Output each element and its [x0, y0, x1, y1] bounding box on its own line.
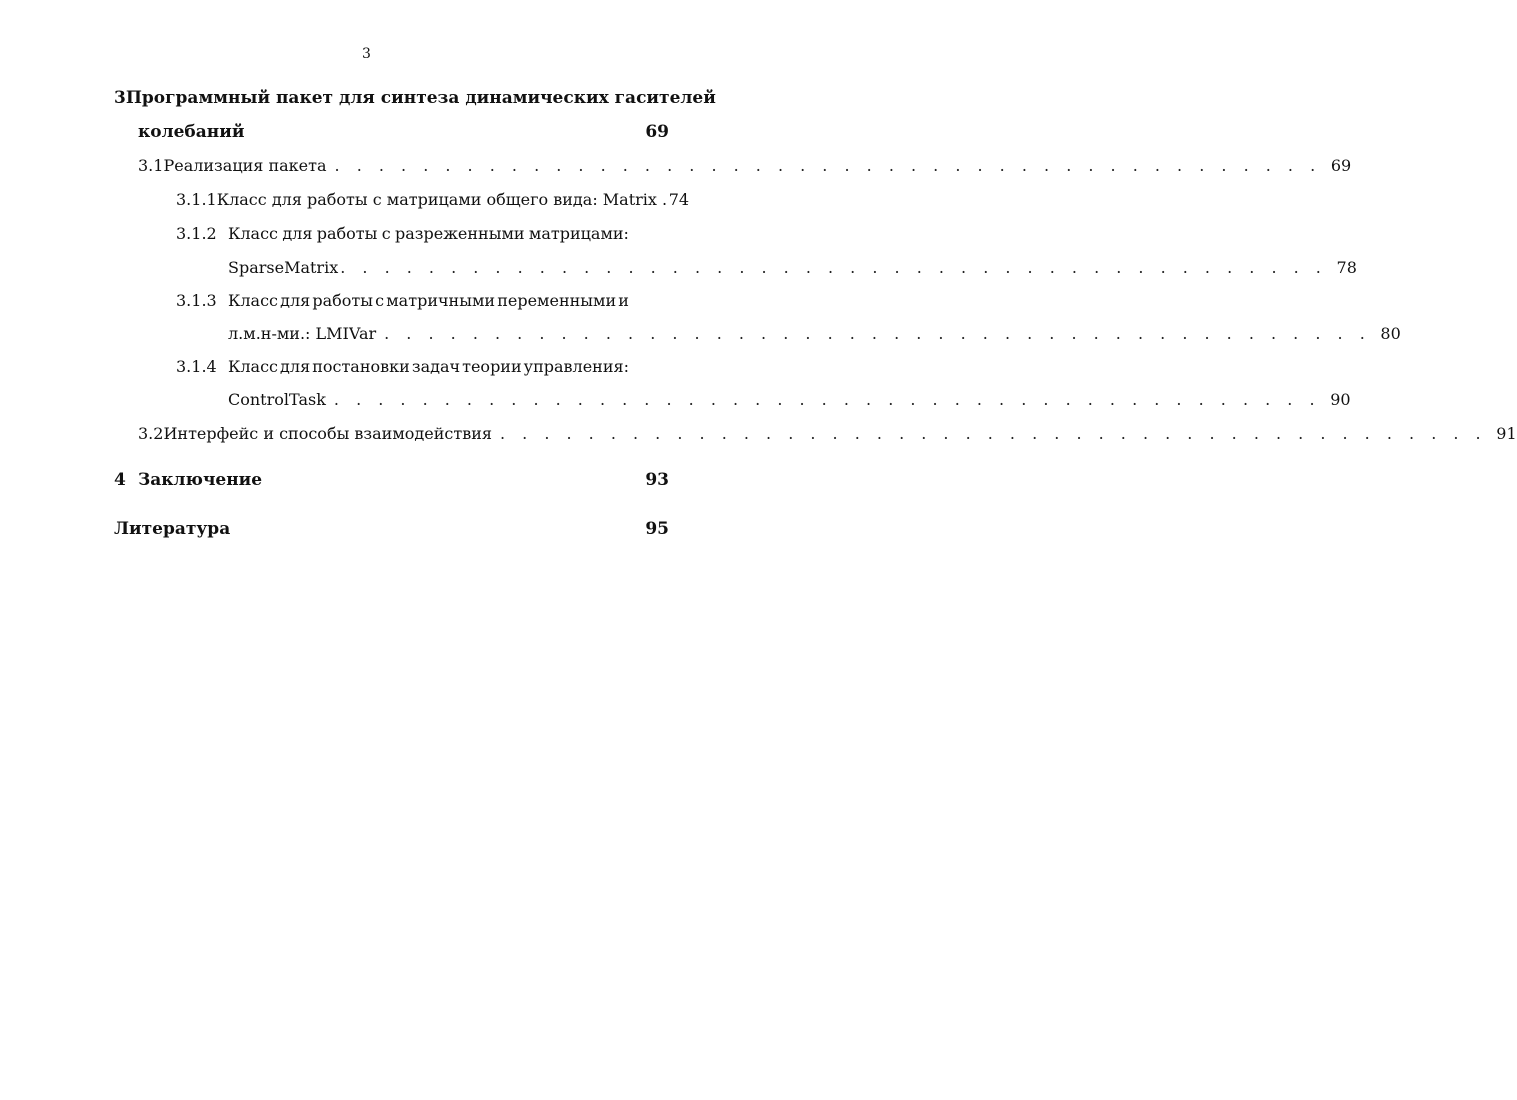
title-word: для: [280, 357, 311, 376]
toc-number: 4: [114, 470, 126, 490]
title-word: теории: [462, 357, 522, 376]
leader-dots: . . . . . . . . . . . . . . . . . . . . . . . . . . . . . . . . . . . . . . . . . . . . .: [384, 324, 1371, 343]
title-word: постановки: [312, 357, 410, 376]
toc-bibliography: [114, 519, 669, 539]
toc-title: [228, 224, 629, 243]
toc-subsection-3-1-4-line1: [176, 357, 629, 376]
toc-page: 69: [645, 122, 669, 142]
toc-number: 3.1: [138, 156, 164, 175]
title-word: Класс: [228, 357, 279, 376]
toc-title-cont: ControlTask: [228, 390, 326, 409]
toc-section-3-2: [138, 424, 1517, 443]
toc-subsection-3-1-4-line2: [228, 390, 1351, 409]
title-word: разреженными: [394, 224, 525, 243]
title-word: работы: [312, 291, 374, 310]
toc-title: Класс для работы с матрицами общего вида: Matrix .: [216, 190, 668, 209]
toc-page: 69: [1330, 156, 1352, 175]
leader-dots: . . . . . . . . . . . . . . . . . . . . . . . . . . . . . . . . . . . . . . . . . . . . .: [499, 424, 1487, 443]
title-word: для: [282, 224, 313, 243]
leader-dots: . . . . . . . . . . . . . . . . . . . . . . . . . . . . . . . . . . . . . . . . . . . . .: [334, 156, 1322, 175]
toc-subsection-3-1-3-line2: [228, 324, 1401, 343]
title-word: для: [280, 291, 311, 310]
toc-subsection-3-1-2-line1: [176, 224, 629, 243]
toc-section-3-1: [138, 156, 1352, 175]
toc-subsection-3-1-2-line2: [228, 258, 1357, 277]
title-word: переменными: [497, 291, 617, 310]
toc-page: 91: [1496, 424, 1517, 443]
toc-title: Реализация пакета: [163, 156, 327, 175]
title-word: управления:: [523, 357, 629, 376]
toc-number: 3.1.1: [176, 190, 217, 209]
toc-number: 3: [114, 88, 126, 108]
toc-chapter-4: [114, 470, 669, 490]
toc-page: 93: [645, 470, 669, 490]
toc-chapter-3-line1: [114, 88, 716, 108]
title-word: Класс: [228, 291, 279, 310]
toc-page: 78: [1336, 258, 1357, 277]
title-word: матрицами:: [528, 224, 629, 243]
toc-page: 90: [1330, 390, 1351, 409]
title-word: с: [375, 291, 385, 310]
toc-title: Заключение: [138, 470, 263, 490]
toc-title: [228, 291, 629, 310]
toc-number: 3.1.4: [176, 357, 217, 376]
toc-title: Интерфейс и способы взаимодействия: [163, 424, 492, 443]
leader-dots: . . . . . . . . . . . . . . . . . . . . . . . . . . . . . . . . . . . . . . . . . . . . .: [340, 258, 1327, 277]
title-word: с: [381, 224, 391, 243]
title-word: задач: [411, 357, 461, 376]
title-word: матричными: [386, 291, 496, 310]
toc-title-cont: SparseMatrix: [228, 258, 339, 277]
toc-page: 95: [645, 519, 669, 539]
title-word: и: [618, 291, 629, 310]
toc-title-cont: л.м.н-ми.: LMIVar: [228, 324, 377, 343]
toc-number: 3.2: [138, 424, 164, 443]
page-number: 3: [362, 46, 371, 62]
toc-number: 3.1.3: [176, 291, 217, 310]
toc-title: Литература: [114, 519, 231, 539]
toc-chapter-3-line2: [138, 122, 669, 142]
toc-title: [228, 357, 629, 376]
toc-page: 74: [668, 190, 690, 209]
toc-title-cont: колебаний: [138, 122, 245, 142]
title-word: Класс: [228, 224, 279, 243]
leader-dots: . . . . . . . . . . . . . . . . . . . . . . . . . . . . . . . . . . . . . . . . . . . . .: [333, 390, 1321, 409]
toc-subsection-3-1-3-line1: [176, 291, 629, 310]
toc-number: 3.1.2: [176, 224, 217, 243]
toc-page: 80: [1380, 324, 1401, 343]
toc-title: Программный пакет для синтеза динамических гасителей: [125, 88, 716, 108]
toc-subsection-3-1-1: [176, 190, 690, 209]
title-word: работы: [316, 224, 378, 243]
